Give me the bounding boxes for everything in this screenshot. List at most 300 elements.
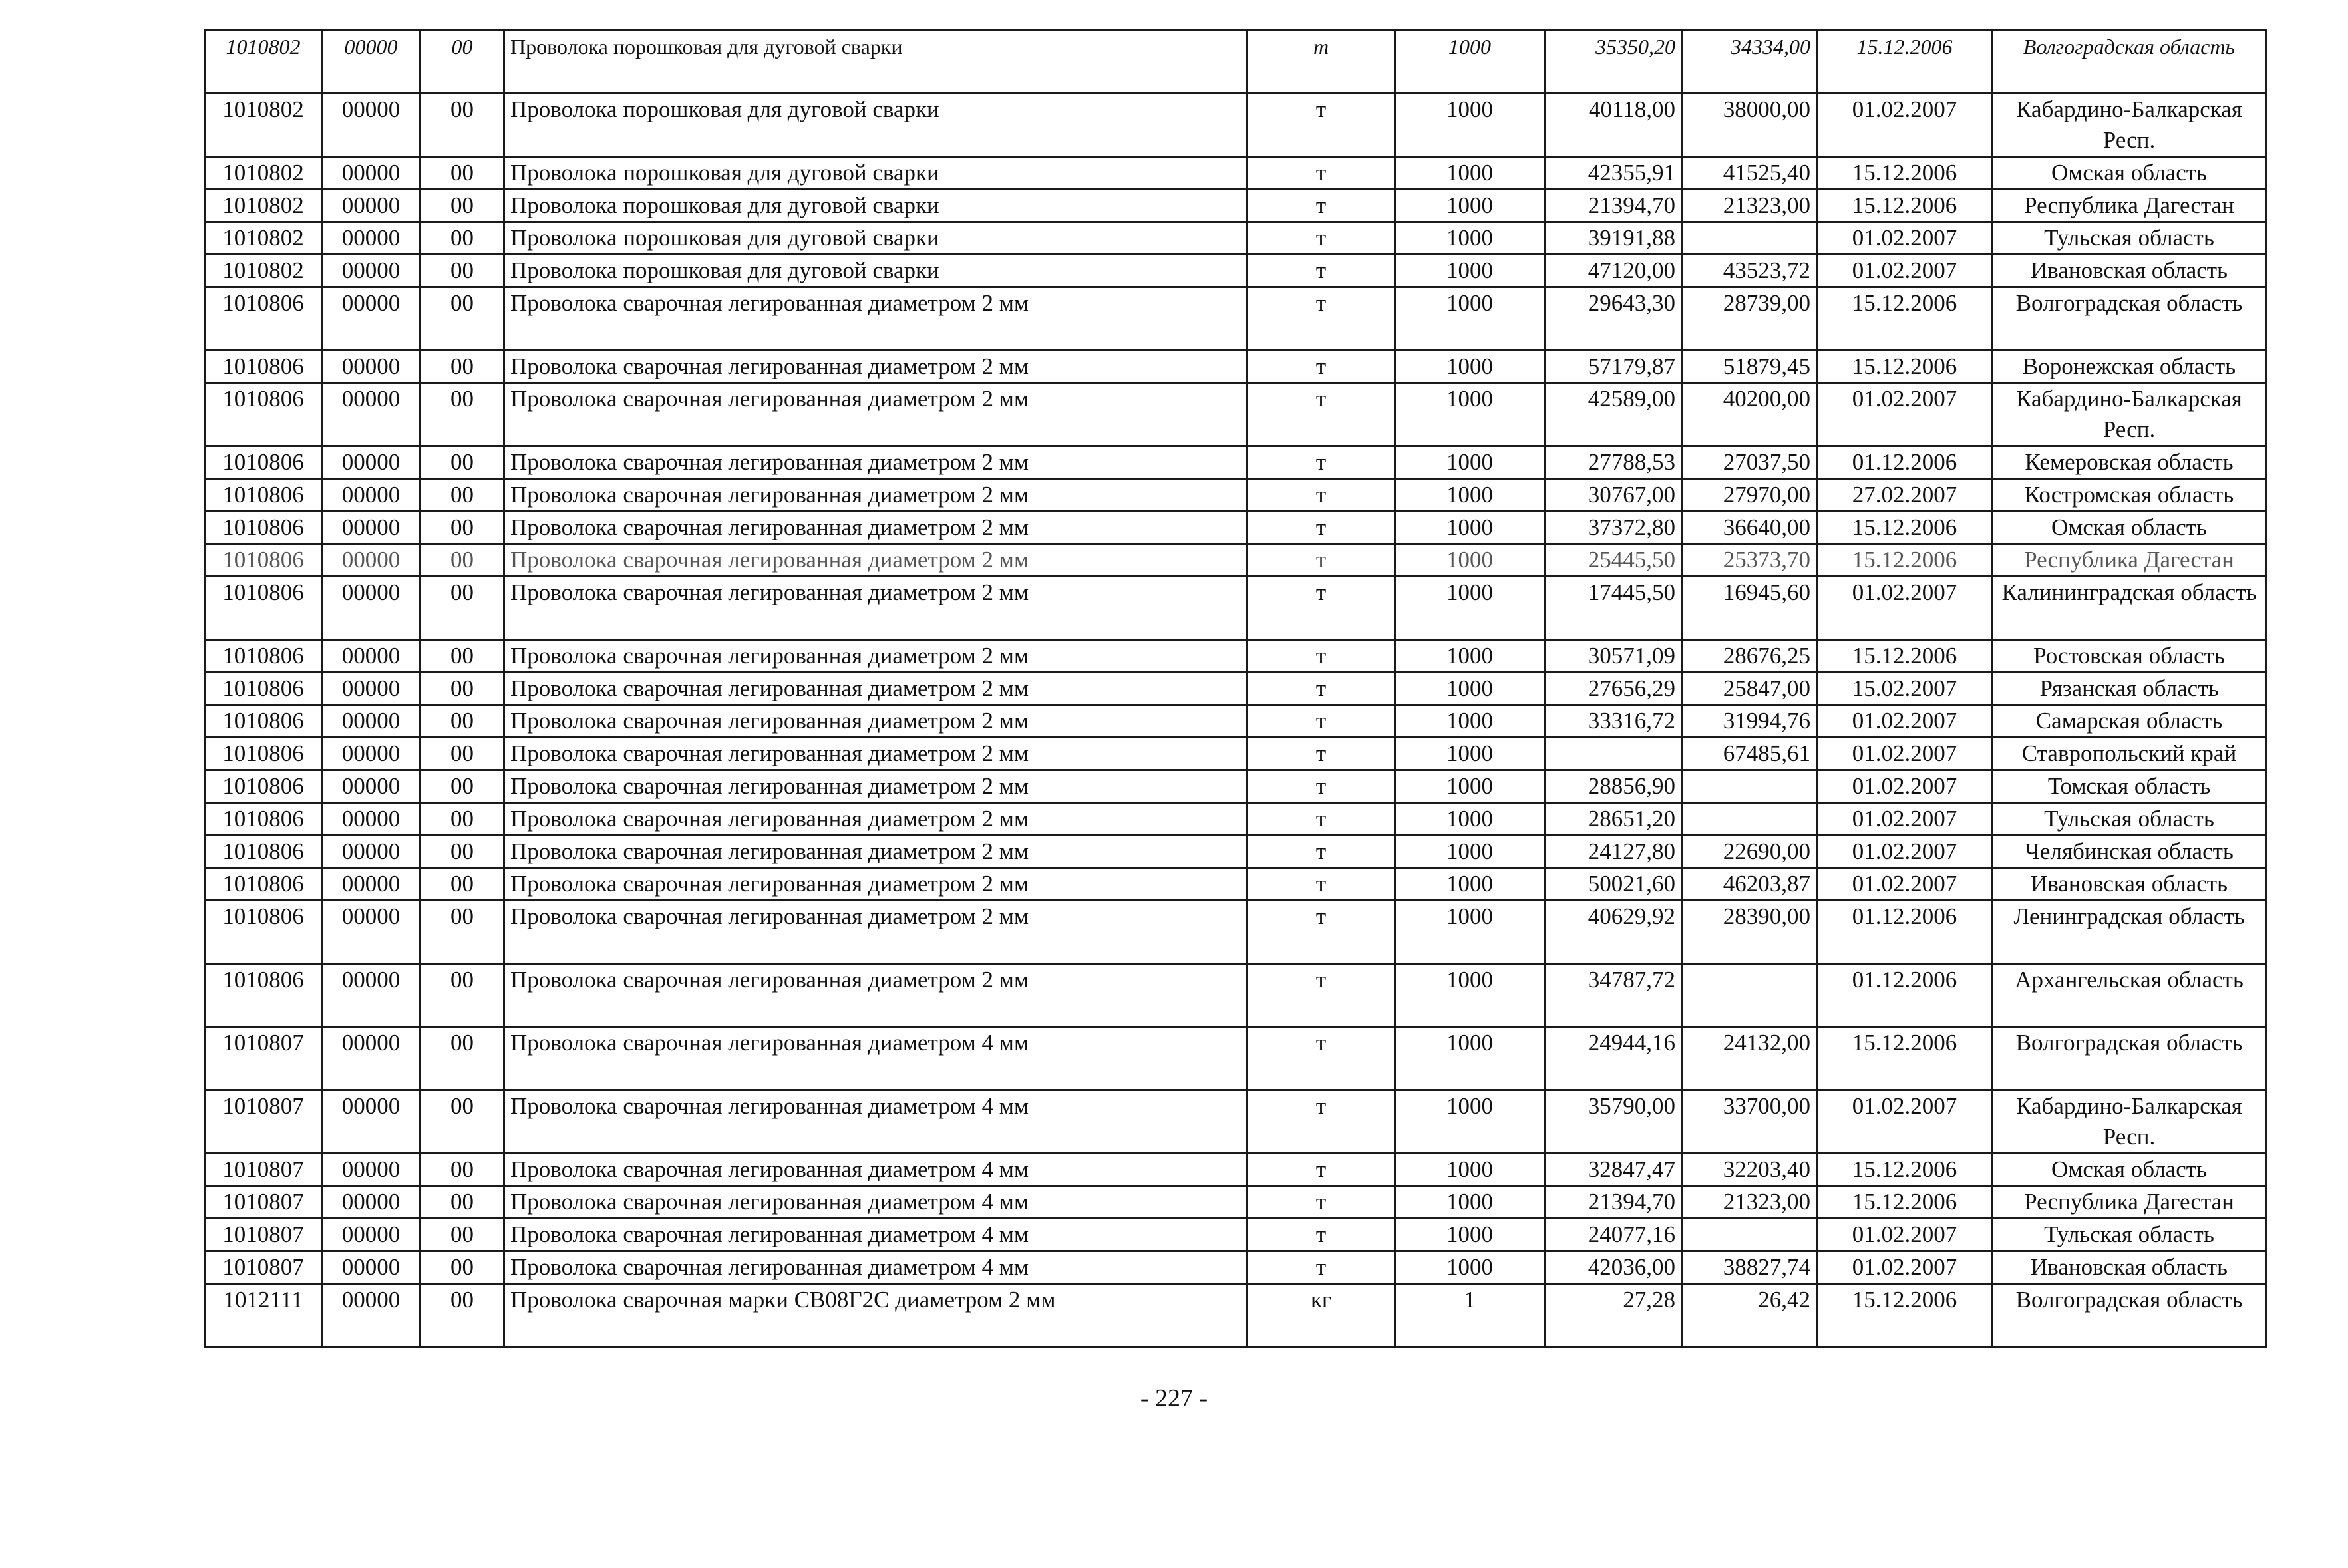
- cell-price-2: 32203,40: [1682, 1154, 1817, 1186]
- cell-unit: т: [1248, 31, 1395, 94]
- cell-price-date: 01.02.2007: [1817, 577, 1993, 640]
- cell-product-name: Проволока сварочная легированная диаметром 2 мм: [504, 479, 1248, 512]
- cell-product-name: Проволока сварочная легированная диаметром 2 мм: [504, 446, 1248, 479]
- cell-quantity: 1000: [1395, 738, 1545, 770]
- cell-item-code: 1010802: [205, 94, 322, 157]
- cell-sub-code: 00000: [322, 255, 420, 287]
- table-row: [205, 577, 2266, 640]
- cell-price-2: [1682, 222, 1817, 255]
- cell-product-name: Проволока сварочная легированная диаметром 2 мм: [504, 705, 1248, 738]
- cell-quantity: 1000: [1395, 673, 1545, 705]
- cell-price-2: [1682, 770, 1817, 803]
- cell-price-date: 15.12.2006: [1817, 1154, 1993, 1186]
- table-row: [205, 446, 2266, 479]
- cell-price-date: 01.02.2007: [1817, 1219, 1993, 1251]
- cell-price-1: 28856,90: [1545, 770, 1682, 803]
- cell-price-1: 29643,30: [1545, 287, 1682, 351]
- cell-item-code: 1010806: [205, 351, 322, 383]
- cell-product-name: Проволока порошковая для дуговой сварки: [504, 94, 1248, 157]
- cell-quantity: 1000: [1395, 1154, 1545, 1186]
- cell-price-date: 15.12.2006: [1817, 1027, 1993, 1090]
- cell-item-code: 1010802: [205, 255, 322, 287]
- cell-price-date: 01.02.2007: [1817, 94, 1993, 157]
- cell-price-1: 24944,16: [1545, 1027, 1682, 1090]
- table-row: [205, 868, 2266, 901]
- cell-item-code: 1010806: [205, 512, 322, 544]
- cell-suffix-code: 00: [420, 1027, 504, 1090]
- cell-price-date: 01.02.2007: [1817, 738, 1993, 770]
- cell-quantity: 1000: [1395, 1219, 1545, 1251]
- cell-quantity: 1000: [1395, 544, 1545, 577]
- cell-price-2: 38000,00: [1682, 94, 1817, 157]
- cell-suffix-code: 00: [420, 1251, 504, 1284]
- cell-item-code: 1010806: [205, 577, 322, 640]
- cell-region: Кабардино-Балкарская Респ.: [1993, 1090, 2266, 1154]
- cell-price-2: 28390,00: [1682, 901, 1817, 964]
- cell-item-code: 1010806: [205, 287, 322, 351]
- cell-unit: т: [1248, 446, 1395, 479]
- cell-region: Воронежская область: [1993, 351, 2266, 383]
- cell-price-2: [1682, 1219, 1817, 1251]
- cell-price-2: 21323,00: [1682, 1186, 1817, 1219]
- cell-sub-code: 00000: [322, 577, 420, 640]
- cell-price-2: 28676,25: [1682, 640, 1817, 673]
- cell-item-code: 1010806: [205, 770, 322, 803]
- cell-item-code: 1010806: [205, 479, 322, 512]
- table-row: [205, 770, 2266, 803]
- table-row: [205, 1251, 2266, 1284]
- cell-unit: т: [1248, 964, 1395, 1027]
- cell-price-1: 21394,70: [1545, 190, 1682, 222]
- cell-price-date: 15.12.2006: [1817, 190, 1993, 222]
- cell-product-name: Проволока сварочная легированная диаметром 4 мм: [504, 1251, 1248, 1284]
- cell-suffix-code: 00: [420, 351, 504, 383]
- cell-region: Республика Дагестан: [1993, 190, 2266, 222]
- cell-suffix-code: 00: [420, 577, 504, 640]
- cell-sub-code: 00000: [322, 287, 420, 351]
- cell-unit: т: [1248, 640, 1395, 673]
- cell-region: Ленинградская область: [1993, 901, 2266, 964]
- cell-sub-code: 00000: [322, 673, 420, 705]
- cell-region: Кемеровская область: [1993, 446, 2266, 479]
- cell-price-1: 39191,88: [1545, 222, 1682, 255]
- cell-price-2: [1682, 803, 1817, 836]
- cell-price-1: 24077,16: [1545, 1219, 1682, 1251]
- cell-price-date: 15.12.2006: [1817, 544, 1993, 577]
- table-row: [205, 1219, 2266, 1251]
- cell-quantity: 1000: [1395, 640, 1545, 673]
- cell-price-2: 16945,60: [1682, 577, 1817, 640]
- cell-price-1: 17445,50: [1545, 577, 1682, 640]
- cell-item-code: 1010806: [205, 901, 322, 964]
- table-row: [205, 1186, 2266, 1219]
- cell-product-name: Проволока сварочная легированная диаметром 2 мм: [504, 351, 1248, 383]
- table-body: [205, 31, 2266, 1347]
- cell-region: Ивановская область: [1993, 255, 2266, 287]
- cell-suffix-code: 00: [420, 868, 504, 901]
- cell-suffix-code: 00: [420, 738, 504, 770]
- cell-sub-code: 00000: [322, 544, 420, 577]
- cell-price-2: 46203,87: [1682, 868, 1817, 901]
- cell-price-1: 37372,80: [1545, 512, 1682, 544]
- cell-quantity: 1000: [1395, 964, 1545, 1027]
- cell-price-date: 15.12.2006: [1817, 640, 1993, 673]
- cell-suffix-code: 00: [420, 770, 504, 803]
- table-row: [205, 383, 2266, 446]
- cell-sub-code: 00000: [322, 964, 420, 1027]
- cell-item-code: 1010807: [205, 1219, 322, 1251]
- table-row: [205, 640, 2266, 673]
- table-row: [205, 1284, 2266, 1347]
- table-row: [205, 31, 2266, 94]
- cell-price-1: 57179,87: [1545, 351, 1682, 383]
- cell-price-date: 15.12.2006: [1817, 31, 1993, 94]
- cell-unit: т: [1248, 287, 1395, 351]
- cell-region: Омская область: [1993, 512, 2266, 544]
- cell-price-2: 25847,00: [1682, 673, 1817, 705]
- cell-suffix-code: 00: [420, 640, 504, 673]
- cell-price-2: 31994,76: [1682, 705, 1817, 738]
- cell-quantity: 1000: [1395, 31, 1545, 94]
- cell-item-code: 1010802: [205, 190, 322, 222]
- cell-unit: т: [1248, 836, 1395, 868]
- cell-price-date: 15.12.2006: [1817, 287, 1993, 351]
- cell-price-date: 01.02.2007: [1817, 1090, 1993, 1154]
- cell-region: Ивановская область: [1993, 1251, 2266, 1284]
- cell-price-1: 27788,53: [1545, 446, 1682, 479]
- cell-price-2: 26,42: [1682, 1284, 1817, 1347]
- cell-item-code: 1010806: [205, 640, 322, 673]
- cell-price-2: 51879,45: [1682, 351, 1817, 383]
- cell-item-code: 1010806: [205, 738, 322, 770]
- table-row: [205, 255, 2266, 287]
- cell-item-code: 1010806: [205, 673, 322, 705]
- cell-unit: т: [1248, 1219, 1395, 1251]
- cell-quantity: 1000: [1395, 512, 1545, 544]
- cell-quantity: 1000: [1395, 1027, 1545, 1090]
- cell-price-1: 42355,91: [1545, 157, 1682, 190]
- cell-region: Рязанская область: [1993, 673, 2266, 705]
- cell-product-name: Проволока сварочная легированная диаметром 4 мм: [504, 1027, 1248, 1090]
- cell-region: Кабардино-Балкарская Респ.: [1993, 94, 2266, 157]
- cell-quantity: 1: [1395, 1284, 1545, 1347]
- cell-region: Волгоградская область: [1993, 31, 2266, 94]
- cell-price-1: 28651,20: [1545, 803, 1682, 836]
- cell-quantity: 1000: [1395, 770, 1545, 803]
- cell-price-2: 24132,00: [1682, 1027, 1817, 1090]
- table-row: [205, 544, 2266, 577]
- table-row: [205, 803, 2266, 836]
- cell-price-1: 40118,00: [1545, 94, 1682, 157]
- cell-suffix-code: 00: [420, 157, 504, 190]
- cell-quantity: 1000: [1395, 705, 1545, 738]
- cell-quantity: 1000: [1395, 222, 1545, 255]
- cell-region: Ростовская область: [1993, 640, 2266, 673]
- cell-unit: т: [1248, 868, 1395, 901]
- cell-product-name: Проволока сварочная легированная диаметром 2 мм: [504, 640, 1248, 673]
- cell-item-code: 1010806: [205, 544, 322, 577]
- cell-sub-code: 00000: [322, 190, 420, 222]
- cell-quantity: 1000: [1395, 287, 1545, 351]
- cell-price-2: 25373,70: [1682, 544, 1817, 577]
- cell-region: Волгоградская область: [1993, 1284, 2266, 1347]
- cell-price-2: 38827,74: [1682, 1251, 1817, 1284]
- cell-region: Калининградская область: [1993, 577, 2266, 640]
- table-row: [205, 964, 2266, 1027]
- cell-price-date: 01.02.2007: [1817, 836, 1993, 868]
- price-table-sheet: [204, 29, 2265, 1348]
- cell-price-date: 01.02.2007: [1817, 222, 1993, 255]
- cell-region: Кабардино-Балкарская Респ.: [1993, 383, 2266, 446]
- cell-suffix-code: 00: [420, 255, 504, 287]
- cell-price-date: 01.02.2007: [1817, 1251, 1993, 1284]
- cell-price-1: 32847,47: [1545, 1154, 1682, 1186]
- cell-price-2: 27037,50: [1682, 446, 1817, 479]
- cell-suffix-code: 00: [420, 1154, 504, 1186]
- cell-product-name: Проволока сварочная легированная диаметром 4 мм: [504, 1090, 1248, 1154]
- cell-sub-code: 00000: [322, 1219, 420, 1251]
- cell-price-date: 15.12.2006: [1817, 351, 1993, 383]
- cell-unit: т: [1248, 190, 1395, 222]
- cell-item-code: 1010807: [205, 1251, 322, 1284]
- cell-sub-code: 00000: [322, 222, 420, 255]
- cell-suffix-code: 00: [420, 673, 504, 705]
- cell-region: Омская область: [1993, 1154, 2266, 1186]
- cell-unit: т: [1248, 1186, 1395, 1219]
- cell-sub-code: 00000: [322, 479, 420, 512]
- table-row: [205, 1090, 2266, 1154]
- cell-product-name: Проволока сварочная легированная диаметром 2 мм: [504, 544, 1248, 577]
- cell-suffix-code: 00: [420, 1186, 504, 1219]
- cell-item-code: 1010806: [205, 383, 322, 446]
- cell-suffix-code: 00: [420, 383, 504, 446]
- cell-unit: т: [1248, 1027, 1395, 1090]
- cell-price-2: 21323,00: [1682, 190, 1817, 222]
- cell-quantity: 1000: [1395, 157, 1545, 190]
- cell-region: Тульская область: [1993, 803, 2266, 836]
- cell-price-1: 27656,29: [1545, 673, 1682, 705]
- cell-quantity: 1000: [1395, 868, 1545, 901]
- cell-price-date: 01.02.2007: [1817, 770, 1993, 803]
- cell-sub-code: 00000: [322, 383, 420, 446]
- cell-unit: т: [1248, 901, 1395, 964]
- table-row: [205, 673, 2266, 705]
- cell-product-name: Проволока сварочная легированная диаметром 2 мм: [504, 577, 1248, 640]
- table-row: [205, 1027, 2266, 1090]
- cell-product-name: Проволока сварочная легированная диаметром 2 мм: [504, 901, 1248, 964]
- cell-item-code: 1010806: [205, 836, 322, 868]
- cell-sub-code: 00000: [322, 157, 420, 190]
- cell-suffix-code: 00: [420, 512, 504, 544]
- cell-item-code: 1012111: [205, 1284, 322, 1347]
- cell-unit: т: [1248, 222, 1395, 255]
- cell-sub-code: 00000: [322, 868, 420, 901]
- cell-unit: т: [1248, 705, 1395, 738]
- cell-suffix-code: 00: [420, 446, 504, 479]
- cell-price-date: 15.02.2007: [1817, 673, 1993, 705]
- cell-unit: кг: [1248, 1284, 1395, 1347]
- cell-sub-code: 00000: [322, 1284, 420, 1347]
- cell-product-name: Проволока сварочная легированная диаметром 4 мм: [504, 1186, 1248, 1219]
- cell-item-code: 1010807: [205, 1027, 322, 1090]
- cell-region: Архангельская область: [1993, 964, 2266, 1027]
- cell-quantity: 1000: [1395, 190, 1545, 222]
- cell-product-name: Проволока сварочная легированная диаметром 4 мм: [504, 1219, 1248, 1251]
- cell-sub-code: 00000: [322, 31, 420, 94]
- cell-price-1: 50021,60: [1545, 868, 1682, 901]
- cell-unit: т: [1248, 255, 1395, 287]
- cell-sub-code: 00000: [322, 1027, 420, 1090]
- cell-price-date: 01.02.2007: [1817, 868, 1993, 901]
- cell-suffix-code: 00: [420, 1090, 504, 1154]
- table-row: [205, 512, 2266, 544]
- cell-product-name: Проволока порошковая для дуговой сварки: [504, 255, 1248, 287]
- cell-unit: т: [1248, 577, 1395, 640]
- table-row: [205, 479, 2266, 512]
- cell-price-date: 15.12.2006: [1817, 512, 1993, 544]
- cell-price-date: 27.02.2007: [1817, 479, 1993, 512]
- cell-region: Томская область: [1993, 770, 2266, 803]
- table-row: [205, 738, 2266, 770]
- cell-unit: т: [1248, 1154, 1395, 1186]
- cell-region: Ивановская область: [1993, 868, 2266, 901]
- cell-price-2: 28739,00: [1682, 287, 1817, 351]
- cell-price-2: 40200,00: [1682, 383, 1817, 446]
- cell-quantity: 1000: [1395, 901, 1545, 964]
- cell-price-1: 30571,09: [1545, 640, 1682, 673]
- cell-price-1: 25445,50: [1545, 544, 1682, 577]
- page-number: - 227 -: [1140, 1384, 1208, 1412]
- cell-product-name: Проволока сварочная легированная диаметром 4 мм: [504, 1154, 1248, 1186]
- cell-item-code: 1010806: [205, 868, 322, 901]
- cell-unit: т: [1248, 94, 1395, 157]
- cell-price-date: 15.12.2006: [1817, 157, 1993, 190]
- cell-price-2: [1682, 964, 1817, 1027]
- cell-sub-code: 00000: [322, 640, 420, 673]
- cell-unit: т: [1248, 383, 1395, 446]
- cell-unit: т: [1248, 157, 1395, 190]
- cell-suffix-code: 00: [420, 705, 504, 738]
- cell-price-1: 40629,92: [1545, 901, 1682, 964]
- cell-unit: т: [1248, 1251, 1395, 1284]
- cell-suffix-code: 00: [420, 222, 504, 255]
- cell-quantity: 1000: [1395, 351, 1545, 383]
- price-table: [204, 29, 2267, 1348]
- cell-suffix-code: 00: [420, 803, 504, 836]
- cell-region: Тульская область: [1993, 222, 2266, 255]
- cell-suffix-code: 00: [420, 287, 504, 351]
- cell-product-name: Проволока порошковая для дуговой сварки: [504, 190, 1248, 222]
- cell-product-name: Проволока сварочная легированная диаметром 2 мм: [504, 836, 1248, 868]
- cell-quantity: 1000: [1395, 1090, 1545, 1154]
- cell-price-date: 15.12.2006: [1817, 1186, 1993, 1219]
- cell-region: Волгоградская область: [1993, 1027, 2266, 1090]
- cell-region: Самарская область: [1993, 705, 2266, 738]
- table-row: [205, 222, 2266, 255]
- cell-sub-code: 00000: [322, 512, 420, 544]
- cell-item-code: 1010807: [205, 1186, 322, 1219]
- cell-suffix-code: 00: [420, 836, 504, 868]
- cell-sub-code: 00000: [322, 901, 420, 964]
- cell-region: Челябинская область: [1993, 836, 2266, 868]
- cell-price-2: 67485,61: [1682, 738, 1817, 770]
- cell-sub-code: 00000: [322, 1251, 420, 1284]
- cell-suffix-code: 00: [420, 31, 504, 94]
- cell-item-code: 1010807: [205, 1154, 322, 1186]
- cell-sub-code: 00000: [322, 1090, 420, 1154]
- cell-sub-code: 00000: [322, 836, 420, 868]
- table-row: [205, 901, 2266, 964]
- cell-price-2: 43523,72: [1682, 255, 1817, 287]
- cell-item-code: 1010806: [205, 705, 322, 738]
- cell-price-1: 35350,20: [1545, 31, 1682, 94]
- cell-region: Волгоградская область: [1993, 287, 2266, 351]
- cell-item-code: 1010802: [205, 31, 322, 94]
- table-row: [205, 287, 2266, 351]
- cell-price-date: 01.02.2007: [1817, 255, 1993, 287]
- cell-price-2: 22690,00: [1682, 836, 1817, 868]
- cell-suffix-code: 00: [420, 901, 504, 964]
- cell-quantity: 1000: [1395, 1251, 1545, 1284]
- cell-price-1: 27,28: [1545, 1284, 1682, 1347]
- cell-region: Республика Дагестан: [1993, 544, 2266, 577]
- cell-product-name: Проволока сварочная легированная диаметром 2 мм: [504, 287, 1248, 351]
- cell-price-date: 01.02.2007: [1817, 705, 1993, 738]
- cell-product-name: Проволока сварочная легированная диаметром 2 мм: [504, 673, 1248, 705]
- cell-suffix-code: 00: [420, 544, 504, 577]
- cell-region: Омская область: [1993, 157, 2266, 190]
- cell-quantity: 1000: [1395, 836, 1545, 868]
- cell-price-2: 33700,00: [1682, 1090, 1817, 1154]
- table-row: [205, 705, 2266, 738]
- cell-suffix-code: 00: [420, 479, 504, 512]
- cell-product-name: Проволока сварочная легированная диаметром 2 мм: [504, 803, 1248, 836]
- cell-region: Республика Дагестан: [1993, 1186, 2266, 1219]
- cell-unit: т: [1248, 544, 1395, 577]
- cell-price-date: 01.02.2007: [1817, 383, 1993, 446]
- cell-price-date: 01.02.2007: [1817, 803, 1993, 836]
- cell-unit: т: [1248, 738, 1395, 770]
- cell-item-code: 1010806: [205, 964, 322, 1027]
- cell-suffix-code: 00: [420, 94, 504, 157]
- cell-product-name: Проволока порошковая для дуговой сварки: [504, 31, 1248, 94]
- cell-item-code: 1010807: [205, 1090, 322, 1154]
- cell-quantity: 1000: [1395, 94, 1545, 157]
- cell-product-name: Проволока порошковая для дуговой сварки: [504, 222, 1248, 255]
- cell-suffix-code: 00: [420, 190, 504, 222]
- cell-product-name: Проволока сварочная легированная диаметром 2 мм: [504, 868, 1248, 901]
- cell-price-1: 47120,00: [1545, 255, 1682, 287]
- cell-item-code: 1010802: [205, 222, 322, 255]
- cell-unit: т: [1248, 673, 1395, 705]
- cell-suffix-code: 00: [420, 1284, 504, 1347]
- table-row: [205, 351, 2266, 383]
- cell-region: Костромская область: [1993, 479, 2266, 512]
- cell-product-name: Проволока сварочная легированная диаметром 2 мм: [504, 964, 1248, 1027]
- cell-region: Тульская область: [1993, 1219, 2266, 1251]
- cell-sub-code: 00000: [322, 738, 420, 770]
- cell-unit: т: [1248, 512, 1395, 544]
- cell-price-1: [1545, 738, 1682, 770]
- cell-price-date: 01.12.2006: [1817, 446, 1993, 479]
- cell-quantity: 1000: [1395, 446, 1545, 479]
- cell-unit: т: [1248, 351, 1395, 383]
- cell-unit: т: [1248, 1090, 1395, 1154]
- table-row: [205, 836, 2266, 868]
- cell-sub-code: 00000: [322, 351, 420, 383]
- cell-unit: т: [1248, 479, 1395, 512]
- cell-quantity: 1000: [1395, 803, 1545, 836]
